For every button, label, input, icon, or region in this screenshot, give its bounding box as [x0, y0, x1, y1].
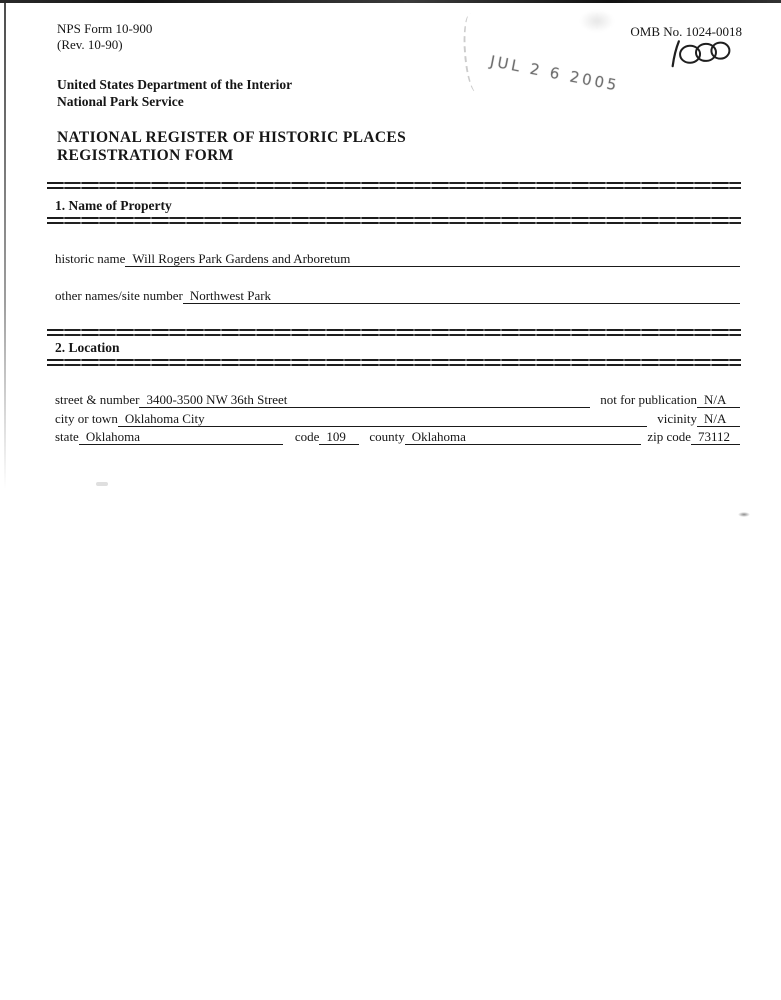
handwritten-note: [658, 36, 731, 70]
section-1-heading: 1. Name of Property: [55, 198, 172, 213]
scan-speck: [96, 482, 108, 486]
historic-name-label: historic name: [55, 251, 126, 266]
code-label: code: [294, 429, 320, 444]
not-for-publication-value: N/A: [697, 392, 740, 408]
section-divider: [47, 217, 741, 224]
bureau-name: National Park Service: [57, 94, 184, 109]
scan-smudge: [580, 10, 614, 32]
scan-left-edge-line: [4, 3, 6, 489]
city-label: city or town: [55, 411, 118, 426]
vicinity-value: N/A: [697, 411, 740, 427]
zip-label: zip code: [647, 429, 691, 444]
code-value: 109: [319, 429, 359, 445]
vicinity-label: vicinity: [657, 411, 697, 426]
omb-number: OMB No. 1024-0018: [630, 24, 742, 39]
form-number: NPS Form 10-900: [57, 21, 153, 36]
city-value: Oklahoma City: [118, 411, 647, 427]
street-value: 3400-3500 NW 36th Street: [139, 392, 590, 408]
form-subtitle: REGISTRATION FORM: [57, 147, 234, 164]
scan-speck: [738, 512, 750, 517]
state-label: state: [55, 429, 79, 444]
section-divider: [47, 359, 741, 366]
street-label: street & number: [55, 392, 140, 407]
handwritten-1000-strokes: [658, 36, 731, 70]
scan-top-edge-line: [0, 0, 781, 3]
other-names-value: Northwest Park: [183, 288, 740, 304]
city-row: [55, 411, 740, 427]
zip-value: 73112: [691, 429, 740, 445]
state-value: Oklahoma: [79, 429, 283, 445]
county-label: county: [369, 429, 405, 444]
historic-name-row: [55, 251, 740, 267]
stamp-edge-mark: [461, 12, 486, 93]
form-title: NATIONAL REGISTER OF HISTORIC PLACES: [57, 129, 407, 146]
other-names-row: [55, 288, 740, 304]
date-received-stamp: JUL 2 6 2005: [488, 52, 621, 95]
state-row: [55, 429, 740, 445]
section-divider: [47, 182, 741, 189]
street-row: [55, 392, 740, 408]
county-value: Oklahoma: [405, 429, 642, 445]
historic-name-value: Will Rogers Park Gardens and Arboretum: [125, 251, 740, 267]
other-names-label: other names/site number: [55, 288, 183, 303]
section-2-heading: 2. Location: [55, 340, 120, 355]
agency-name: United States Department of the Interior: [57, 77, 293, 92]
section-divider: [47, 329, 741, 336]
not-for-publication-label: not for publication: [600, 392, 697, 407]
form-revision: (Rev. 10-90): [57, 37, 123, 52]
